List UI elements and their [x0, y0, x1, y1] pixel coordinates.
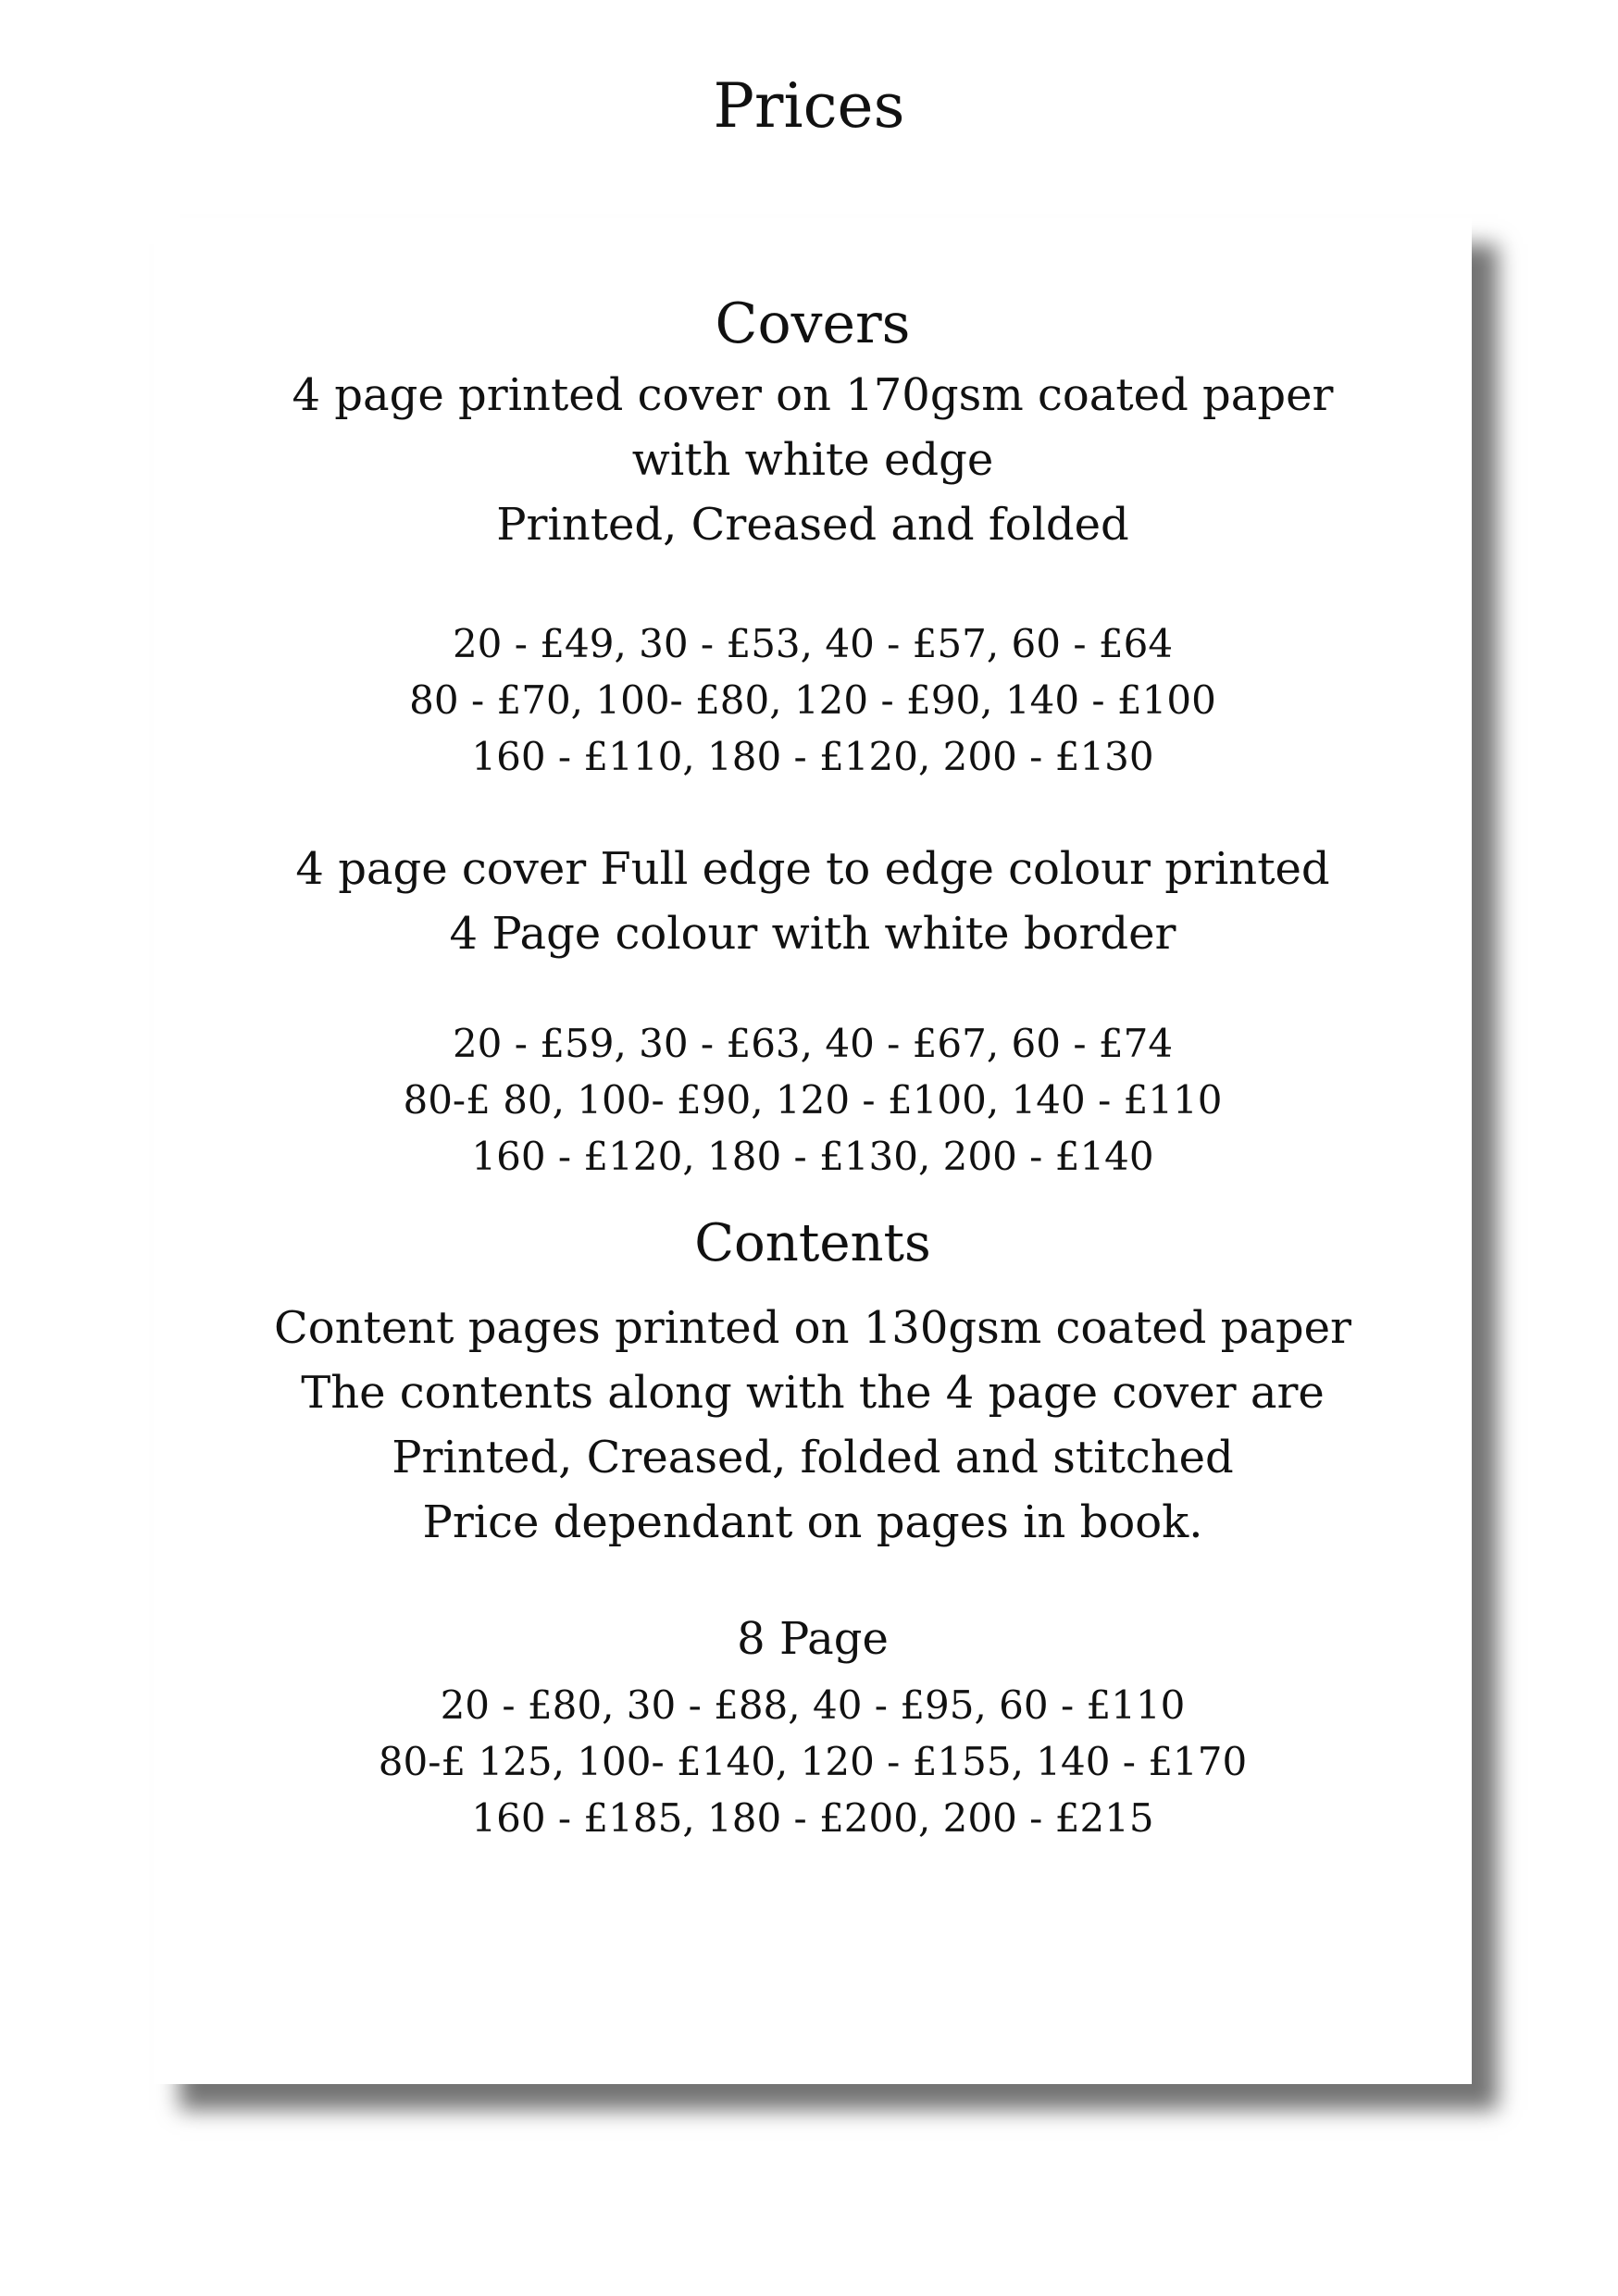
cover-option-2-prices: [154, 1015, 1472, 1185]
covers-section: [154, 287, 1472, 361]
contents-section: [154, 1207, 1472, 1281]
cover-option-2-line: 4 page cover Full edge to edge colour printed: [295, 843, 1330, 895]
price-line: 20 - £49, 30 - £53, 40 - £57, 60 - £64: [452, 621, 1174, 666]
eight-page-section: [154, 1607, 1472, 1671]
cover-option-2-line: 4 Page colour with white border: [449, 908, 1176, 960]
covers-heading: Covers: [715, 292, 911, 356]
contents-description: [154, 1296, 1472, 1555]
price-line: 80-£ 80, 100- £90, 120 - £100, 140 - £110: [403, 1077, 1223, 1123]
price-line: 160 - £120, 180 - £130, 200 - £140: [471, 1134, 1154, 1179]
eight-page-label: 8 Page: [737, 1613, 889, 1665]
contents-line: The contents along with the 4 page cover are: [301, 1367, 1325, 1419]
contents-line: Content pages printed on 130gsm coated paper: [274, 1302, 1351, 1354]
price-line: 20 - £80, 30 - £88, 40 - £95, 60 - £110: [440, 1682, 1186, 1728]
cover-option-1-line: 4 page printed cover on 170gsm coated paper: [292, 369, 1334, 421]
cover-option-1-prices: [154, 615, 1472, 785]
price-card: [154, 218, 1472, 2084]
contents-line: Printed, Creased, folded and stitched: [392, 1432, 1234, 1483]
eight-page-prices: [154, 1677, 1472, 1846]
contents-heading: Contents: [694, 1213, 931, 1273]
cover-option-1-line: Printed, Creased and folded: [496, 499, 1129, 551]
price-line: 20 - £59, 30 - £63, 40 - £67, 60 - £74: [452, 1021, 1174, 1066]
price-line: 80 - £70, 100- £80, 120 - £90, 140 - £100: [409, 677, 1216, 723]
contents-line: Price dependant on pages in book.: [422, 1496, 1203, 1548]
price-line: 160 - £185, 180 - £200, 200 - £215: [471, 1795, 1154, 1841]
cover-option-1-line: with white edge: [631, 434, 994, 486]
cover-option-2-description: [154, 837, 1472, 966]
cover-option-1-description: [154, 363, 1472, 557]
price-line: 80-£ 125, 100- £140, 120 - £155, 140 - £170: [378, 1739, 1248, 1784]
page-title: Prices: [713, 70, 905, 142]
price-line: 160 - £110, 180 - £120, 200 - £130: [471, 734, 1154, 779]
